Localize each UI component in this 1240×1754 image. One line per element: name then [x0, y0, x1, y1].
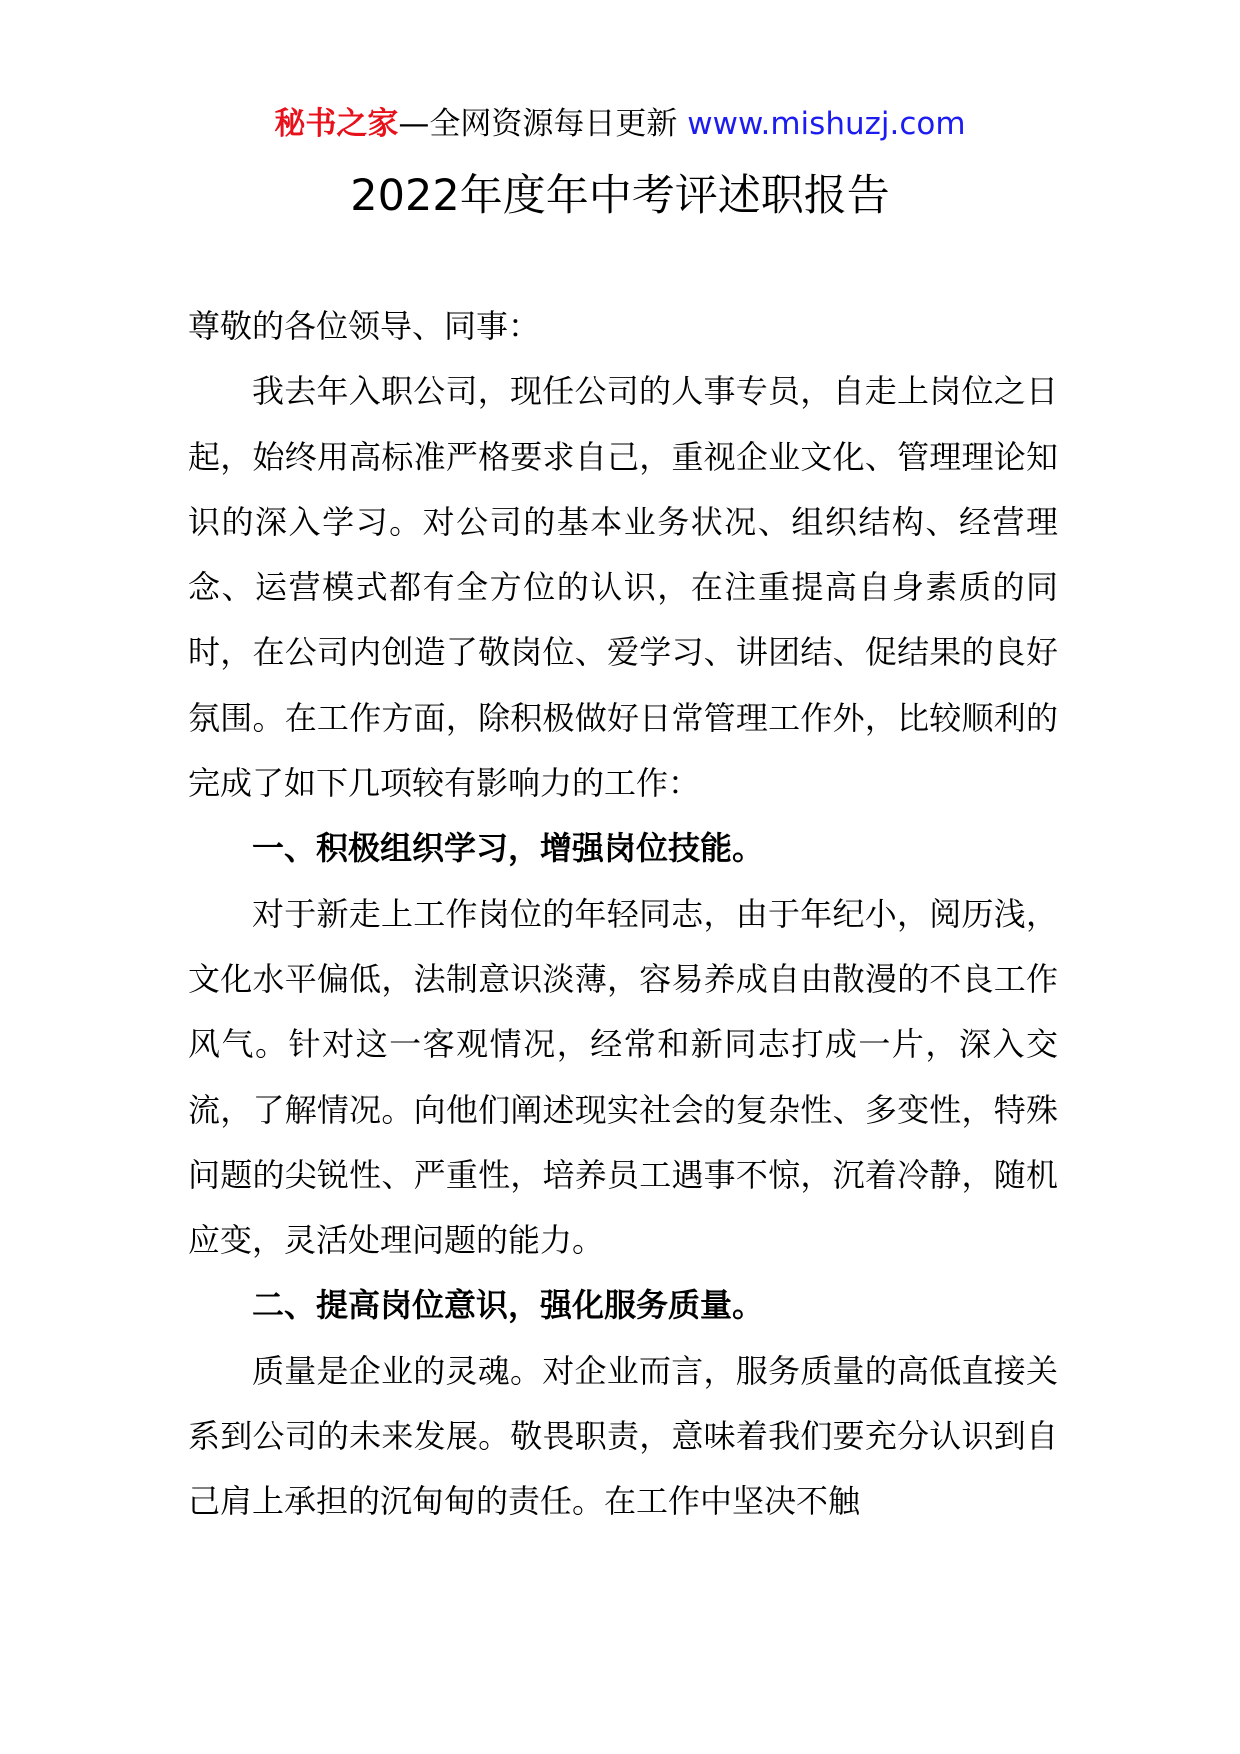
section-heading-1: 一、积极组织学习，增强岗位技能。 [252, 829, 765, 868]
section-heading-2: 二、提高岗位意识，强化服务质量。 [252, 1286, 765, 1325]
document-title: 2022年度年中考评述职报告 [350, 171, 890, 221]
site-header [0, 102, 1240, 146]
paragraph-intro: 我去年入职公司，现任公司的人事专员，自走上岗位之日起，始终用高标准严格要求自己，重视企业文化、管理理论知识的深入学习。对公司的基本业务状况、组织结构、经营理念、运营模式都有全方位的认识，在注重提高自身素质的同时，在公司内创造了敬岗位、爱学习、讲团结、促结果的良好氛围。在工作方面，除积极做好日常管理工作外，比较顺利的完成了如下几项较有影响力的工作： [188, 372, 1058, 803]
salutation: 尊敬的各位领导、同事： [188, 307, 541, 345]
document-body [188, 294, 1058, 1535]
header-slogan: —全网资源每日更新 [398, 106, 678, 142]
paragraph-section-1: 对于新走上工作岗位的年轻同志，由于年纪小，阅历浅，文化水平偏低，法制意识淡薄，容易养成自由散漫的不良工作风气。针对这一客观情况，经常和新同志打成一片，深入交流，了解情况。向他们阐述现实社会的复杂性、多变性，特殊问题的尖锐性、严重性，培养员工遇事不惊，沉着冷静，随机应变，灵活处理问题的能力。 [188, 894, 1058, 1260]
brand-name: 秘书之家 [274, 106, 399, 142]
site-url-link[interactable]: www.mishuzj.com [687, 106, 966, 142]
paragraph-section-2: 质量是企业的灵魂。对企业而言，服务质量的高低直接关系到公司的未来发展。敬畏职责，意味着我们要充分认识到自己肩上承担的沉甸甸的责任。在工作中坚决不触 [188, 1351, 1058, 1521]
